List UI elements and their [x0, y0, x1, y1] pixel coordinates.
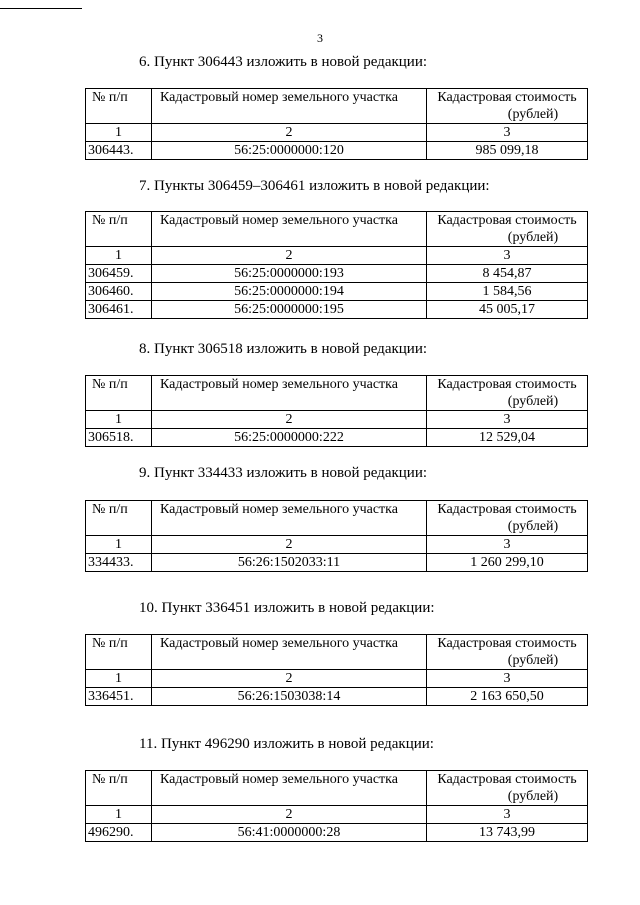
table-row: 336451. 56:26:1503038:14 2 163 650,50: [86, 688, 588, 706]
header-cadastral-number: Кадастровый номер земельного участка: [152, 635, 427, 670]
cadastral-table: [85, 375, 588, 447]
section-heading: 11. Пункт 496290 изложить в новой редакции:: [139, 736, 434, 752]
header-cadastral-value: Кадастровая стоимость (рублей): [427, 89, 588, 124]
cadastral-table: [85, 634, 588, 706]
column-index: 3: [427, 247, 588, 265]
header-cadastral-number: Кадастровый номер земельного участка: [152, 376, 427, 411]
header-number: № п/п: [86, 89, 152, 124]
header-cadastral-number: Кадастровый номер земельного участка: [152, 771, 427, 806]
section-heading: 6. Пункт 306443 изложить в новой редакции:: [139, 54, 428, 70]
column-index: 3: [427, 806, 588, 824]
header-number: № п/п: [86, 635, 152, 670]
column-index: 2: [152, 670, 427, 688]
table-row: 334433. 56:26:1502033:11 1 260 299,10: [86, 554, 588, 572]
header-number: № п/п: [86, 771, 152, 806]
page-number: 3: [317, 31, 323, 45]
column-index: 3: [427, 536, 588, 554]
table-row: 496290. 56:41:0000000:28 13 743,99: [86, 824, 588, 842]
column-index: 1: [86, 536, 152, 554]
header-cadastral-value: Кадастровая стоимость (рублей): [427, 501, 588, 536]
column-index: 1: [86, 806, 152, 824]
section-heading: 10. Пункт 336451 изложить в новой редакции:: [139, 600, 435, 616]
table-row: 306460. 56:25:0000000:194 1 584,56: [86, 283, 588, 301]
table-row: 306459. 56:25:0000000:193 8 454,87: [86, 265, 588, 283]
header-cadastral-value: Кадастровая стоимость (рублей): [427, 376, 588, 411]
cadastral-table: [85, 500, 588, 572]
column-index: 3: [427, 124, 588, 142]
cadastral-table: [85, 88, 588, 160]
table-row: 306461. 56:25:0000000:195 45 005,17: [86, 301, 588, 319]
header-number: № п/п: [86, 376, 152, 411]
header-number: № п/п: [86, 501, 152, 536]
column-index: 3: [427, 411, 588, 429]
column-index: 1: [86, 670, 152, 688]
header-cadastral-number: Кадастровый номер земельного участка: [152, 89, 427, 124]
table-row: 306443. 56:25:0000000:120 985 099,18: [86, 142, 588, 160]
header-number: № п/п: [86, 212, 152, 247]
header-cadastral-value: Кадастровая стоимость (рублей): [427, 771, 588, 806]
column-index: 2: [152, 536, 427, 554]
table-row: 306518. 56:25:0000000:222 12 529,04: [86, 429, 588, 447]
cadastral-table: [85, 211, 588, 319]
section-heading: 7. Пункты 306459–306461 изложить в новой редакции:: [139, 178, 490, 194]
column-index: 2: [152, 124, 427, 142]
header-cadastral-number: Кадастровый номер земельного участка: [152, 501, 427, 536]
column-index: 2: [152, 411, 427, 429]
section-heading: 8. Пункт 306518 изложить в новой редакции:: [139, 341, 428, 357]
column-index: 1: [86, 411, 152, 429]
top-rule: [0, 8, 82, 9]
column-index: 1: [86, 124, 152, 142]
header-cadastral-value: Кадастровая стоимость (рублей): [427, 635, 588, 670]
column-index: 2: [152, 247, 427, 265]
column-index: 3: [427, 670, 588, 688]
column-index: 1: [86, 247, 152, 265]
header-cadastral-number: Кадастровый номер земельного участка: [152, 212, 427, 247]
cadastral-table: [85, 770, 588, 842]
section-heading: 9. Пункт 334433 изложить в новой редакции:: [139, 465, 428, 481]
column-index: 2: [152, 806, 427, 824]
header-cadastral-value: Кадастровая стоимость (рублей): [427, 212, 588, 247]
